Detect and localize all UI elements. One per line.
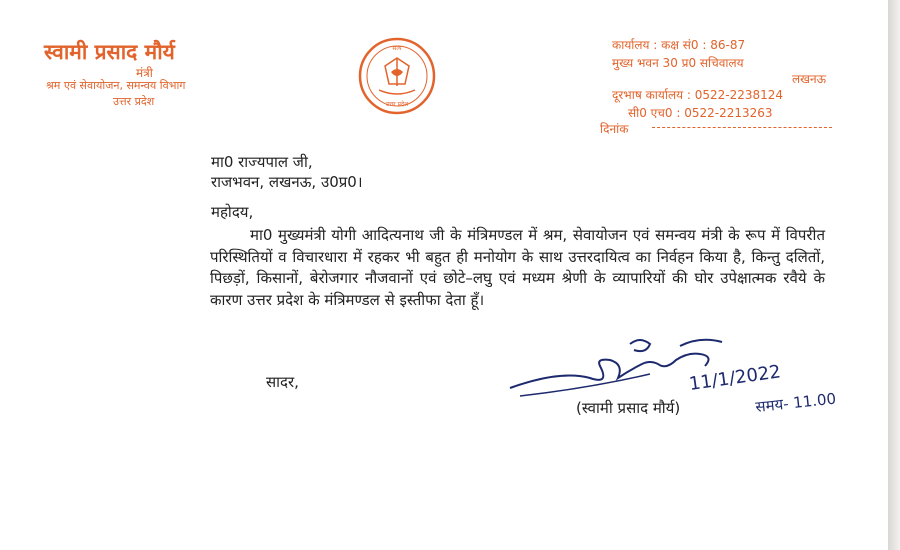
office-building: मुख्य भवन 30 प्र0 सचिवालय xyxy=(612,56,744,70)
salutation: महोदय, xyxy=(211,203,254,221)
letterhead-post: मंत्री xyxy=(136,66,153,80)
date-label: दिनांक xyxy=(600,122,629,136)
handwritten-date: 11/1/2022 xyxy=(687,361,783,395)
letterhead-department: श्रम एवं सेवायोजन, समन्वय विभाग xyxy=(46,79,186,92)
cug-phone: सी0 एच0 : 0522-2213263 xyxy=(628,106,773,120)
date-line xyxy=(652,127,832,128)
office-city: लखनऊ xyxy=(792,72,827,86)
addressee-line1: मा0 राज्यपाल जी, xyxy=(211,153,313,171)
addressee-line2: राजभवन, लखनऊ, उ0प्र0। xyxy=(211,173,363,191)
up-emblem-icon xyxy=(357,36,437,116)
letterhead-name: स्वामी प्रसाद मौर्य xyxy=(44,40,175,64)
signatory-name: (स्वामी प्रसाद मौर्य) xyxy=(576,399,681,417)
handwritten-time: समय- 11.00 xyxy=(754,389,837,416)
office-phone: दूरभाष कार्यालय : 0522-2238124 xyxy=(612,88,784,102)
emblem-bottom-text: उत्तर प्रदेश xyxy=(385,101,409,108)
letterhead-state: उत्तर प्रदेश xyxy=(113,95,155,108)
letter-body: मा0 मुख्यमंत्री योगी आदित्यनाथ जी के मंत्रिमण्डल में श्रम, सेवायोजन एवं समन्वय मंत्री के रूप में विपरीत परिस्थितियों व विचारधारा में रहकर भी बहुत ही मनोयोग के साथ उत्तरदायित्व का निर्वहन किया है, किन्तु दलितों, पिछड़ों, किसानों, बेरोजगार नौजवानों एवं छोटे–लघु एवं मध्यम श्रेणी के व्यापारियों की घोर उपेक्षात्मक रवैये के कारण उत्तर प्रदेश के मंत्रिमण्डल से इस्तीफा देता हूँ। xyxy=(210,226,825,309)
handwritten-signature xyxy=(500,330,880,420)
office-room: कार्यालय : कक्ष सं0 : 86-87 xyxy=(612,38,746,52)
emblem-top-text: सत्य xyxy=(392,45,402,52)
closing: सादर, xyxy=(266,373,299,391)
page-edge xyxy=(888,0,900,550)
